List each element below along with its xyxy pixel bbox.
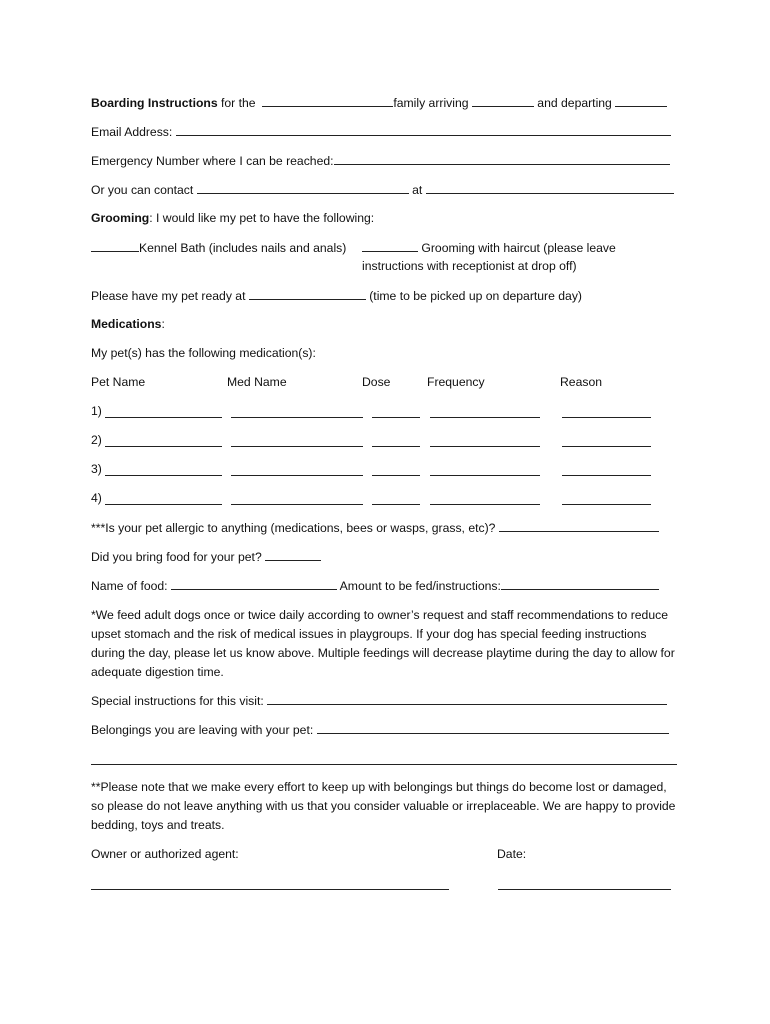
med-row4-med-field[interactable]: [231, 504, 363, 505]
kennel-bath-option: [91, 240, 346, 256]
feeding-note: *We feed adult dogs once or twice daily according to owner’s request and staff recommendations to reduce upset stomach and the risk of medical issues in playgroups. If your dog has special feeding instructions during the day, please let us know above. Multiple feedings will decrease playtime during the day to allow for adequate digestion time.: [91, 608, 675, 679]
med-row3-dose-field[interactable]: [372, 475, 420, 476]
medications-intro: My pet(s) has the following medication(s):: [91, 346, 316, 360]
medications-title: Medications: [91, 317, 162, 331]
grooming-line: [91, 211, 374, 226]
med-row-number: 3): [91, 462, 102, 476]
date-label: Date:: [497, 847, 527, 861]
arrival-date-field[interactable]: [472, 95, 534, 107]
emergency-number-field[interactable]: [334, 153, 670, 165]
ready-label: Please have my pet ready at: [91, 289, 249, 303]
med-row3-med-field[interactable]: [231, 475, 363, 476]
column-header-frequency: Frequency: [427, 375, 485, 389]
med-row3-frequency-field[interactable]: [430, 475, 540, 476]
special-instructions-label: Special instructions for this visit:: [91, 694, 268, 708]
contact-name-field[interactable]: [197, 182, 409, 194]
owner-label: Owner or authorized agent:: [91, 847, 239, 861]
med-row4-pet-field[interactable]: [105, 504, 222, 505]
belongings-note: **Please note that we make every effort to keep up with belongings but things do become lost or damaged, so please do not leave anything with us that you consider valuable or irreplaceable. We are happy to provide bedding, toys and treats.: [91, 780, 676, 832]
belongings-field-line2[interactable]: [91, 764, 677, 765]
column-header-dose: Dose: [362, 375, 391, 389]
contact-line: [91, 182, 674, 198]
med-row2-reason-field[interactable]: [562, 446, 651, 447]
column-header-pet-name: Pet Name: [91, 375, 146, 389]
haircut-field[interactable]: [362, 240, 418, 252]
med-row1-frequency-field[interactable]: [430, 417, 540, 418]
special-instructions-field[interactable]: [267, 693, 667, 705]
special-instructions-line: [91, 693, 667, 709]
med-row1-pet-field[interactable]: [105, 417, 222, 418]
med-row-number: 1): [91, 404, 102, 418]
grooming-title: Grooming: [91, 211, 150, 225]
column-header-reason: Reason: [560, 375, 603, 389]
belongings-label: Belongings you are leaving with your pet:: [91, 723, 317, 737]
food-name-field[interactable]: [171, 578, 337, 590]
food-amount-field[interactable]: [501, 578, 659, 590]
food-name-label: Name of food:: [91, 579, 171, 593]
form-title: Boarding Instructions: [91, 96, 218, 110]
med-row2-med-field[interactable]: [231, 446, 363, 447]
med-row3-reason-field[interactable]: [562, 475, 651, 476]
contact-at-text: at: [408, 183, 426, 197]
ready-suffix: (time to be picked up on departure day): [365, 289, 582, 303]
haircut-option: [362, 240, 616, 256]
for-the-text: for the: [217, 96, 263, 110]
med-row1-reason-field[interactable]: [562, 417, 651, 418]
medications-line: [91, 317, 165, 332]
haircut-label: Grooming with haircut (please leave: [418, 241, 616, 255]
food-question: Did you bring food for your pet?: [91, 550, 266, 564]
emergency-label: Emergency Number where I can be reached:: [91, 154, 334, 168]
family-name-field[interactable]: [262, 95, 393, 107]
med-row4-frequency-field[interactable]: [430, 504, 540, 505]
med-row4-reason-field[interactable]: [562, 504, 651, 505]
med-row4-dose-field[interactable]: [372, 504, 420, 505]
med-row2-frequency-field[interactable]: [430, 446, 540, 447]
med-row-number: 2): [91, 433, 102, 447]
contact-number-field[interactable]: [426, 182, 674, 194]
ready-line: [91, 288, 582, 304]
email-line: [91, 124, 671, 140]
allergy-line: [91, 520, 659, 536]
email-label: Email Address:: [91, 125, 176, 139]
grooming-text: : I would like my pet to have the following:: [149, 211, 375, 225]
column-header-med-name: Med Name: [227, 375, 287, 389]
allergy-question: ***Is your pet allergic to anything (medications, bees or wasps, grass, etc)?: [91, 521, 499, 535]
contact-label: Or you can contact: [91, 183, 197, 197]
belongings-field[interactable]: [317, 722, 669, 734]
med-row-number: 4): [91, 491, 102, 505]
med-row2-pet-field[interactable]: [105, 446, 222, 447]
medications-colon: :: [161, 317, 165, 331]
header-line: [91, 95, 667, 111]
and-departing-text: and departing: [533, 96, 616, 110]
family-arriving-text: family arriving: [393, 96, 472, 110]
food-brought-field[interactable]: [265, 549, 321, 561]
med-row1-dose-field[interactable]: [372, 417, 420, 418]
food-amount-label: Amount to be fed/instructions:: [336, 579, 501, 593]
emergency-line: [91, 153, 670, 169]
pickup-time-field[interactable]: [249, 288, 366, 300]
food-question-line: [91, 549, 321, 565]
med-row1-med-field[interactable]: [231, 417, 363, 418]
email-field[interactable]: [176, 124, 671, 136]
med-row2-dose-field[interactable]: [372, 446, 420, 447]
departure-date-field[interactable]: [615, 95, 667, 107]
belongings-line: [91, 722, 669, 738]
kennel-bath-field[interactable]: [91, 240, 139, 252]
haircut-label-line2: instructions with receptionist at drop off): [362, 259, 577, 273]
food-details-line: [91, 578, 659, 594]
owner-signature-field[interactable]: [91, 889, 449, 890]
allergy-field[interactable]: [499, 520, 659, 532]
signature-date-field[interactable]: [498, 889, 671, 890]
med-row3-pet-field[interactable]: [105, 475, 222, 476]
kennel-bath-label: Kennel Bath (includes nails and anals): [139, 241, 347, 255]
